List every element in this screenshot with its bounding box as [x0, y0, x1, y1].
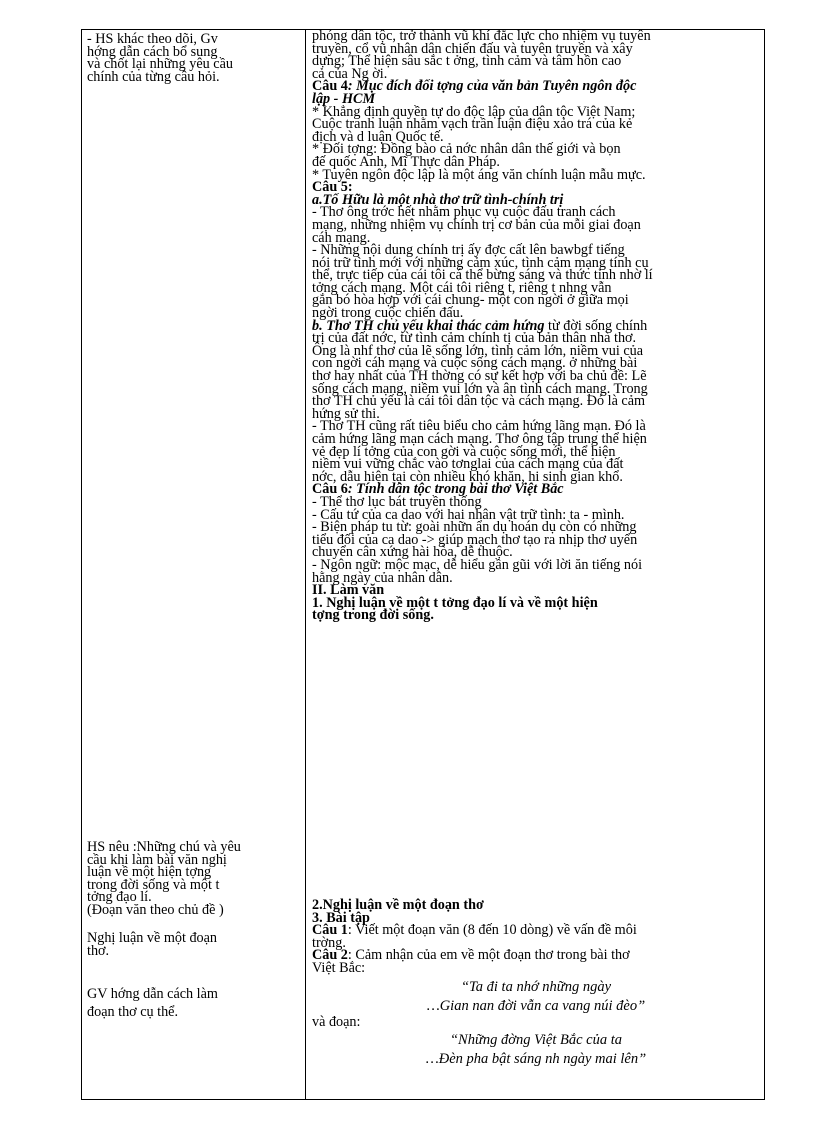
text-line: * Tuyên ngôn độc lập là một áng văn chính luận mẫu mực. [312, 166, 646, 183]
text-line: HS nêu :Những chú và yêu [87, 839, 241, 855]
text-line: đoạn thơ cụ thể. [87, 1004, 179, 1020]
text-line: nớc, dẫu hiện tại còn nhiều khó khăn, hi sinh gian khổ. [312, 468, 623, 485]
text-line: con ngời cáh mạng và cuộc sống cách mạng. ở những bài [312, 355, 638, 372]
text-line: địch và d luận Quốc tế. [312, 128, 444, 145]
text-line: hớng dẫn cách bổ sung [87, 43, 218, 60]
text-line: Ông là nhf thơ của lẽ sống lớn, tình cảm lớn, niềm vui của [312, 342, 644, 359]
text-line: - Những nội dung chính trị ấy đợc cất lên bawbgf tiếng [312, 242, 625, 259]
text-line: ngời trong cuộc chiến đấu. [312, 305, 464, 322]
text-line: thơ. [87, 942, 110, 959]
text-line: phóng dân tộc, trở thành vũ khí đắc lực cho nhiệm vụ tuyên [312, 28, 651, 44]
left-mid-note [87, 841, 303, 917]
lesson-table [81, 29, 765, 1100]
question-5a-title: a.Tố Hữu là một nhà thơ trữ tình-chính trị [312, 191, 564, 208]
question-label: Câu 6 [312, 481, 348, 498]
question-label: Câu 4 [312, 78, 348, 95]
verse-line: “Ta đi ta nhớ những ngày [460, 978, 612, 995]
text-line: thơ hay nhất của TH thờng có sự kết hợp với ba chủ đề: Lẽ [312, 368, 647, 385]
text-line: và đoạn: [312, 1013, 361, 1030]
text-line: chuyển cân xứng hài hòa, dễ thuộc. [312, 544, 513, 561]
text-line: luận về một hiện tợng [87, 864, 212, 881]
question-label: Câu 2 [312, 947, 348, 964]
text-line: đế quốc Anh, Mĩ Thực dân Pháp. [312, 153, 500, 170]
text-line: - Thơ TH cũng rất tiêu biểu cho cảm hứng lãng mạn. Đó là [312, 418, 646, 435]
text-line: * Đối tợng: Đồng bào cả nớc nhân dân thế giới và bọn [312, 141, 621, 158]
text-line: tợng trong đời sống. [312, 607, 434, 624]
text-line: lập - HCM [312, 90, 376, 107]
text-fragment: : Cảm nhận của em về một đoạn thơ trong bài thơ [347, 947, 630, 964]
text-line: Nghị luận về một đoạn [87, 930, 218, 946]
verse-line: …Đèn pha bật sáng nh ngày mai lên” [425, 1051, 647, 1068]
text-line: chính của từng câu hỏi. [87, 68, 220, 85]
text-line: nói trữ tình mới với những cảm xúc, tình cảm mạng tính cụ [312, 254, 649, 271]
text-line: - Biện pháp tu từ: goài nhữn ẩn dụ hoán dụ còn có những [312, 519, 637, 536]
right-column [306, 30, 764, 1099]
text-line: thơ TH chủ yếu là cái tôi dân tộc và cách mạng. Đó là cảm [312, 393, 646, 410]
text-line: - Cấu tứ của ca dao với hai nhân vật trữ tình: ta - mình. [312, 506, 625, 523]
text-line: trờng. [312, 934, 346, 951]
right-content [312, 30, 760, 622]
left-poem-note [87, 932, 303, 957]
text-line: trị của đất nớc, từ tình cảm chính tị của bản thân nhà thơ. [312, 330, 637, 347]
text-line: 2.Nghị luận về một đoạn thơ [312, 897, 484, 913]
text-line: trong đời sống và một t [87, 876, 220, 893]
text-line: vẻ đẹp lí tởng của con gời và cuộc sống mới, thể hiện [312, 443, 616, 460]
question-title: : Tính dân tộc trong bài thơ Việt Bắc [347, 481, 564, 498]
verse-line: “Những đờng Việt Bắc của ta [449, 1032, 623, 1049]
text-line: niềm vui vững chắc vào tơnglai của cách mạng của đất [312, 456, 624, 473]
text-line: cảm hứng lãng mạn cách mạng. Thơ ông tập trung thể hiện [312, 431, 647, 447]
text-line: GV hớng dẫn cách làm [87, 986, 218, 1002]
text-line: - HS khác theo dõi, Gv [87, 31, 218, 47]
text-line: - Thể thơ lục bát truyền thống [312, 493, 482, 510]
text-line: và chốt lại những yêu cầu [87, 56, 233, 73]
right-content-lower [312, 899, 760, 1069]
text-line: hứng sử thi. [312, 405, 380, 422]
text-fragment: : Viết một đoạn văn (8 đến 10 dòng) về vấn đề môi [347, 922, 637, 939]
text-line: Việt Bắc: [312, 959, 366, 976]
text-line: hằng ngày của nhân dân. [312, 569, 453, 586]
text-line: cầu khi làm bài văn nghị [87, 851, 227, 868]
left-gv-note [87, 982, 303, 1019]
left-top-note [87, 33, 303, 83]
text-line: tởng cách mạng. Một cái tôi riêng t, riêng t nhng vẫn [312, 279, 612, 296]
text-line: cả của Ng ời. [312, 65, 388, 82]
text-line: - Ngôn ngữ: mộc mạc, dễ hiểu gần gũi với lời ăn tiếng nói [312, 556, 643, 573]
exercise-2 [312, 949, 760, 962]
part-2-heading: II. Làm văn [312, 582, 385, 599]
question-title: : Mục đích đối tợng của văn bản Tuyên ngôn độc [347, 78, 637, 95]
text-line: truyền, cổ vũ nhân dân chiến đấu và tuyên truyền và xây [312, 40, 633, 57]
text-line: (Đoạn văn theo chủ đề ) [87, 901, 224, 918]
text-line: tởng đạo lí. [87, 889, 152, 906]
text-line: Cuộc tranh luận nhằm vạch trần luận điệu xảo trá của kẻ [312, 116, 633, 133]
text-line: cáh mạng. [312, 229, 371, 246]
text-line: * Khẳng định quyền tự do độc lập của dân tộc Việt Nam; [312, 103, 636, 120]
question-title: b. Thơ TH chủ yếu khai thác cảm hứng [312, 317, 545, 334]
exercise-1 [312, 924, 760, 937]
text-line: tiểu đối của ca dao -> giúp mạch thơ tạo ra nhịp thơ uyển [312, 531, 638, 548]
text-line: 3. Bài tập [312, 909, 370, 926]
text-line: - Thơ ông trớc hết nhằm phục vụ cuộc đấu tranh cách [312, 204, 616, 221]
question-label: Câu 1 [312, 922, 348, 939]
text-line: 1. Nghị luận về một t tởng đạo lí và về một hiện [312, 594, 598, 611]
question-4-heading [312, 80, 760, 93]
text-line: mạng, những nhiệm vụ chính trị cơ bản của mỗi giai đoạn [312, 216, 641, 233]
text-fragment: từ đời sống chính [544, 317, 648, 334]
verse-line: …Gian nan đời vẫn ca vang núi đèo” [426, 997, 646, 1014]
text-line: sống cách mạng, niềm vui lớn và ân tình cách mạng. Trong [312, 380, 648, 397]
question-5-heading: Câu 5: [312, 179, 353, 196]
text-line: dựng; Thể hiện sâu sắc t ởng, tình cảm và tâm hồn cao [312, 53, 622, 70]
left-column [82, 30, 306, 1099]
text-line: thể, trực tiếp của cái tôi cá thể bừng sáng và thức tỉnh nhờ lí [312, 267, 653, 284]
text-line: gắn bó hòa hợp với cái chung- một con ngời ở giữa mọi [312, 292, 629, 309]
